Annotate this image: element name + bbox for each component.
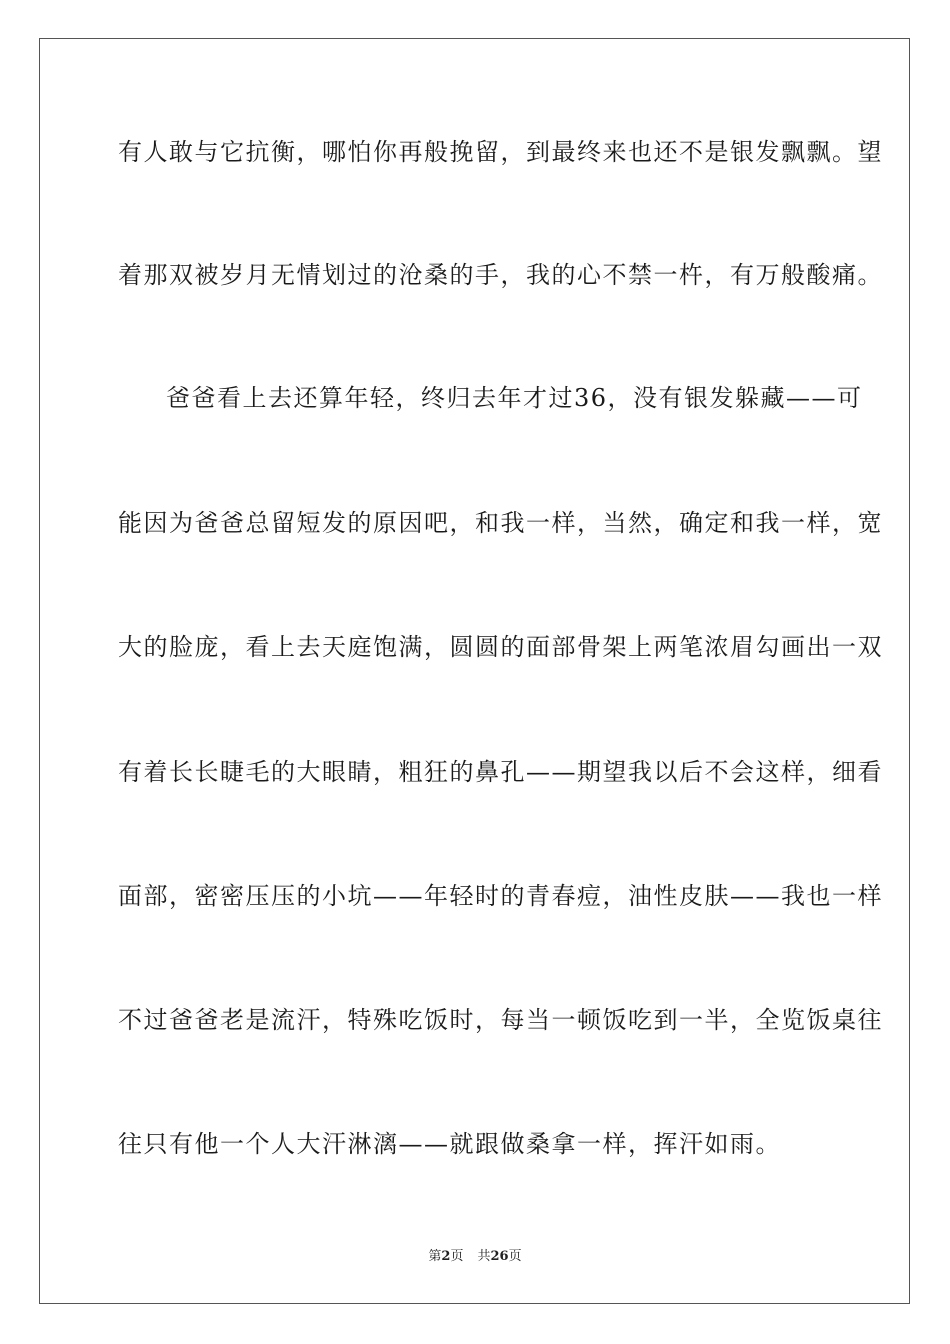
paragraph-line-4: 能因为爸爸总留短发的原因吧，和我一样，当然，确定和我一样，宽 (118, 509, 883, 537)
paragraph-line-1: 有人敢与它抗衡，哪怕你再般挽留，到最终来也还不是银发飘飘。望 (118, 138, 883, 166)
total-prefix: 共 (477, 1249, 491, 1264)
paragraph-line-8: 不过爸爸老是流汗，特殊吃饭时，每当一顿饭吃到一半，全览饭桌往 (118, 1006, 883, 1034)
paragraph-line-7: 面部，密密压压的小坑——年轻时的青春痘，油性皮肤——我也一样 (118, 882, 883, 910)
total-suffix: 页 (508, 1249, 522, 1264)
paragraph-line-2: 着那双被岁月无情划过的沧桑的手，我的心不禁一杵，有万般酸痛。 (118, 261, 883, 289)
page-border (39, 38, 910, 1304)
paragraph-line-3: 爸爸看上去还算年轻，终归去年才过36，没有银发躲藏——可 (166, 384, 863, 412)
page-footer (0, 1248, 950, 1266)
page-suffix: 页 (450, 1249, 464, 1264)
page-number: 2 (441, 1249, 451, 1264)
total-pages: 26 (490, 1249, 509, 1264)
paragraph-line-5: 大的脸庞，看上去天庭饱满，圆圆的面部骨架上两笔浓眉勾画出一双 (118, 633, 883, 661)
page-prefix: 第 (428, 1249, 442, 1264)
paragraph-line-9: 往只有他一个人大汗淋漓——就跟做桑拿一样，挥汗如雨。 (118, 1130, 781, 1158)
paragraph-line-6: 有着长长睫毛的大眼睛，粗狂的鼻孔——期望我以后不会这样，细看 (118, 758, 883, 786)
